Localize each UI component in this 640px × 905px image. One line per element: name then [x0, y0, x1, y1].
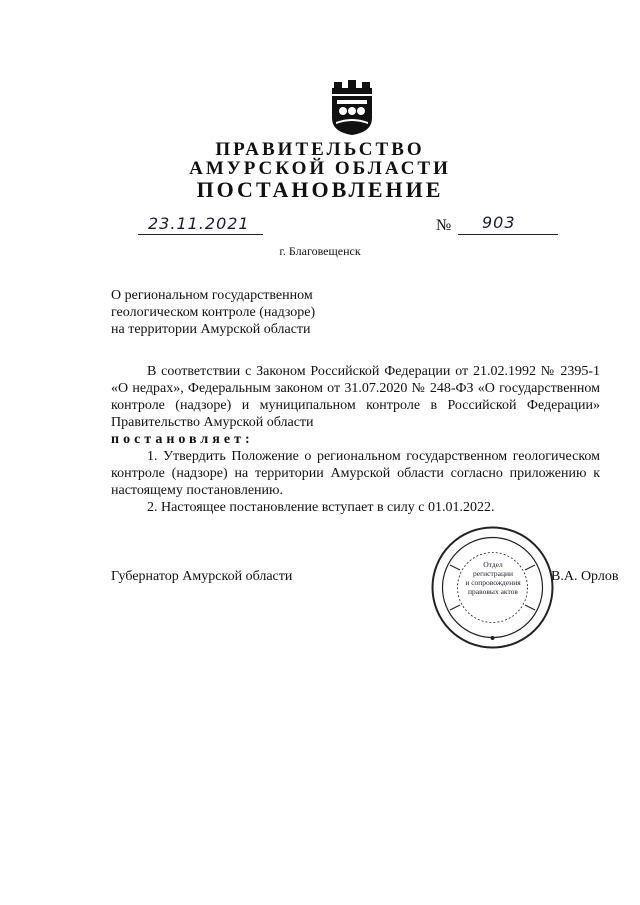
coat-of-arms-icon [328, 80, 376, 136]
document-number: 903 [482, 213, 516, 232]
stamp-line: правовых актов [468, 587, 518, 596]
document-date: 23.11.2021 [148, 214, 250, 233]
city: г. Благовещенск [279, 244, 361, 258]
stamp-line: Отдел [483, 560, 503, 569]
signatory-name: В.А. Орлов [551, 569, 619, 584]
decree-item: 2. Настоящее постановление вступает в силу с 01.01.2022. [147, 500, 495, 515]
date-underline [138, 234, 263, 235]
org-name-line2: АМУРСКОЙ ОБЛАСТИ [189, 158, 451, 179]
decree-word: постановляет: [111, 432, 254, 447]
org-name-line1: ПРАВИТЕЛЬСТВО [215, 139, 425, 160]
stamp-text [452, 560, 534, 596]
stamp-line: регистрации [473, 569, 513, 578]
document-type: ПОСТАНОВЛЕНИЕ [196, 177, 444, 202]
document-body [111, 363, 600, 516]
title-line: геологическом контроле (надзоре) [111, 305, 316, 320]
number-label: № [436, 217, 452, 234]
number-underline [458, 234, 558, 235]
decree-item: 1. Утвердить Положение о региональном государственном геологическом контроле (надзоре) на территории Амурской области согласно приложению к настоящему постановлению. [111, 449, 600, 498]
signatory-position: Губернатор Амурской области [111, 569, 293, 584]
title-line: О региональном государственном [111, 288, 313, 303]
stamp-line: и сопровождения [465, 578, 521, 587]
document-title [111, 287, 371, 338]
title-line: на территории Амурской области [111, 322, 311, 337]
preamble: В соответствии с Законом Российской Федерации от 21.02.1992 № 2395-1 «О недрах», Федеральным законом от 31.07.2020 № 248-ФЗ «О государственном контроле (надзоре) и муниципальном контроле в Российской Федерации» Правительство Амурской области [111, 364, 600, 430]
